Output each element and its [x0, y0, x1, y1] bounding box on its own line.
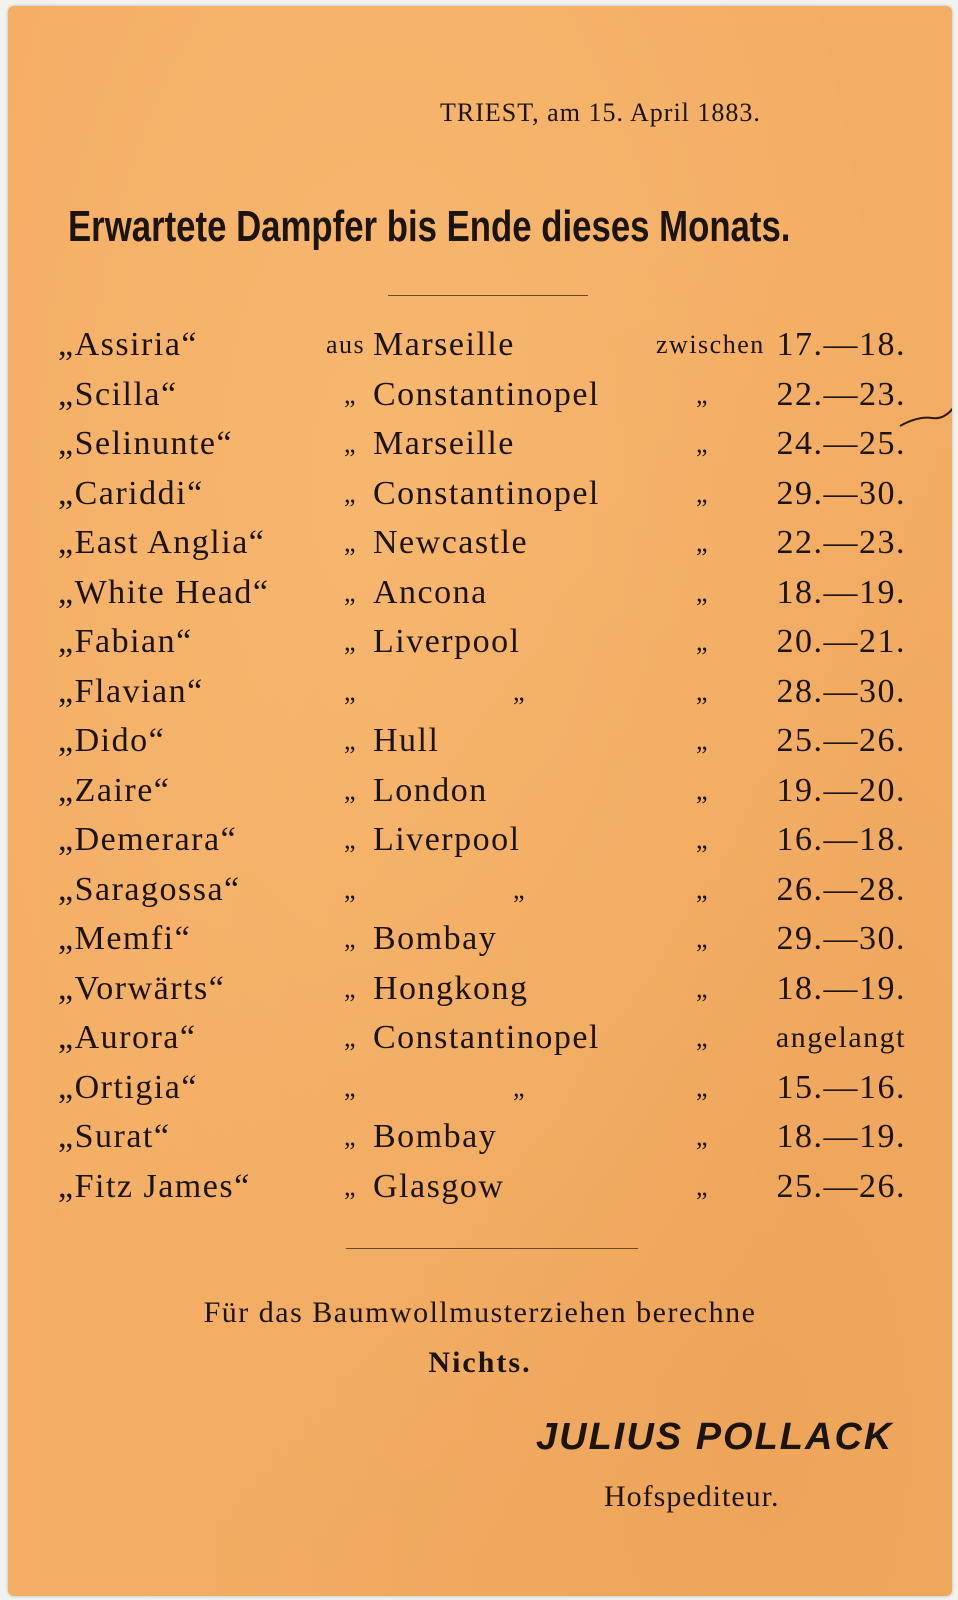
from-label: „ [344, 973, 358, 1003]
ship-name: „Fitz James“ [58, 1167, 251, 1205]
ship-name: „Dido“ [58, 722, 166, 759]
between-label: „ [696, 528, 710, 557]
schedule-row [8, 970, 952, 1020]
ship-name: „Flavian“ [58, 672, 204, 710]
between-label: „ [696, 825, 710, 854]
origin-port: Marseille [373, 326, 515, 363]
schedule-row [8, 524, 952, 574]
ship-name: „Aurora“ [58, 1019, 197, 1056]
divider-top [388, 295, 588, 296]
schedule-row [8, 326, 952, 376]
origin-port: „ [513, 874, 527, 904]
origin-port: Bombay [373, 920, 498, 957]
from-label: „ [344, 874, 358, 904]
arrival-dates: 20.—21. [776, 623, 906, 660]
from-label: „ [344, 577, 358, 607]
origin-port: Bombay [373, 1118, 498, 1155]
between-label: „ [696, 1072, 710, 1102]
between-label: „ [696, 874, 710, 904]
divider-bottom [346, 1248, 638, 1249]
between-label: „ [696, 1023, 710, 1052]
arrival-dates: 29.—30. [776, 474, 906, 512]
pen-mark-icon [898, 402, 952, 432]
between-label: „ [696, 627, 710, 656]
origin-port: Liverpool [373, 623, 521, 660]
schedule-row [8, 376, 952, 426]
between-label: „ [696, 676, 710, 706]
from-label: „ [344, 627, 358, 656]
arrival-dates: 15.—16. [776, 1068, 906, 1106]
ship-name: „Memfi“ [58, 920, 192, 957]
schedule-row [8, 623, 952, 673]
postcard [8, 6, 952, 1596]
between-label: „ [696, 924, 710, 953]
schedule-row [8, 1069, 952, 1119]
arrival-dates: 22.—23. [776, 375, 906, 413]
arrival-dates: 18.—19. [776, 1118, 906, 1155]
ship-name: „East Anglia“ [58, 524, 266, 561]
between-label: „ [696, 775, 710, 805]
arrival-dates: 26.—28. [776, 870, 906, 908]
from-label: „ [344, 1171, 358, 1201]
from-label: „ [344, 924, 358, 953]
schedule-row [8, 920, 952, 970]
arrival-dates: 28.—30. [776, 672, 906, 710]
origin-port: Hull [373, 722, 440, 759]
arrival-dates: 18.—19. [776, 573, 906, 611]
arrival-dates: 24.—25. [776, 425, 906, 462]
between-label: „ [696, 1171, 710, 1201]
ship-name: „Fabian“ [58, 623, 193, 660]
ship-name: „Assiria“ [58, 326, 199, 363]
between-label: „ [696, 1122, 710, 1151]
ship-name: „Zaire“ [58, 771, 171, 809]
from-label: „ [344, 379, 358, 409]
from-label: „ [344, 1023, 358, 1052]
origin-port: „ [513, 1072, 527, 1102]
schedule-row [8, 821, 952, 871]
schedule-row [8, 1168, 952, 1218]
origin-port: Constantinopel [373, 375, 600, 413]
from-label: „ [344, 1122, 358, 1151]
ship-name: „Demerara“ [58, 821, 238, 858]
schedule-row [8, 722, 952, 772]
signature-name: JULIUS POLLACK [536, 1416, 894, 1458]
from-label: „ [344, 676, 358, 706]
arrival-dates: 16.—18. [776, 821, 906, 858]
ship-name: „Vorwärts“ [58, 969, 226, 1007]
from-label: „ [344, 825, 358, 854]
between-label: „ [696, 726, 710, 755]
origin-port: Newcastle [373, 524, 529, 561]
schedule-row [8, 772, 952, 822]
arrival-dates: 25.—26. [776, 722, 906, 759]
schedule-row [8, 871, 952, 921]
schedule-row [8, 574, 952, 624]
arrival-dates: 18.—19. [776, 969, 906, 1007]
from-label: „ [344, 528, 358, 557]
place-date: TRIEST, am 15. April 1883. [440, 98, 761, 127]
origin-port: Constantinopel [373, 474, 600, 512]
schedule-row [8, 1019, 952, 1069]
between-label: „ [696, 478, 710, 508]
from-label: aus [326, 330, 366, 359]
ship-name: „Scilla“ [58, 375, 178, 413]
origin-port: Liverpool [373, 821, 521, 858]
signature-title: Hofspediteur. [604, 1480, 780, 1513]
from-label: „ [344, 726, 358, 755]
from-label: „ [344, 1072, 358, 1102]
origin-port: Glasgow [373, 1167, 505, 1205]
origin-port: „ [513, 676, 527, 706]
from-label: „ [344, 478, 358, 508]
origin-port: Ancona [373, 573, 488, 611]
origin-port: Constantinopel [373, 1019, 600, 1056]
origin-port: Hongkong [373, 969, 529, 1007]
ship-name: „Surat“ [58, 1118, 171, 1155]
page-title: Erwartete Dampfer bis Ende dieses Monats. [68, 202, 791, 251]
arrival-dates: angelangt [775, 1021, 906, 1054]
ship-name: „Selinunte“ [58, 425, 234, 462]
footer-note: Für das Baumwollmusterziehen berechne [203, 1296, 757, 1329]
between-label: „ [696, 429, 710, 458]
schedule-row [8, 1118, 952, 1168]
arrival-dates: 19.—20. [776, 771, 906, 809]
arrival-dates: 22.—23. [776, 524, 906, 561]
footer-emphasis: Nichts. [428, 1346, 532, 1379]
arrival-dates: 25.—26. [776, 1167, 906, 1205]
between-label: „ [696, 973, 710, 1003]
schedule-row [8, 425, 952, 475]
origin-port: Marseille [373, 425, 515, 462]
arrival-dates: 29.—30. [776, 920, 906, 957]
between-label: „ [696, 577, 710, 607]
origin-port: London [373, 771, 488, 809]
schedule-row [8, 475, 952, 525]
between-label: zwischen [656, 330, 765, 359]
arrival-dates: 17.—18. [776, 326, 906, 363]
ship-name: „Saragossa“ [58, 870, 241, 908]
ship-name: „White Head“ [58, 573, 270, 611]
schedule-row [8, 673, 952, 723]
ship-name: „Cariddi“ [58, 474, 204, 512]
between-label: „ [696, 379, 710, 409]
from-label: „ [344, 429, 358, 458]
from-label: „ [344, 775, 358, 805]
ship-name: „Ortigia“ [58, 1068, 198, 1106]
